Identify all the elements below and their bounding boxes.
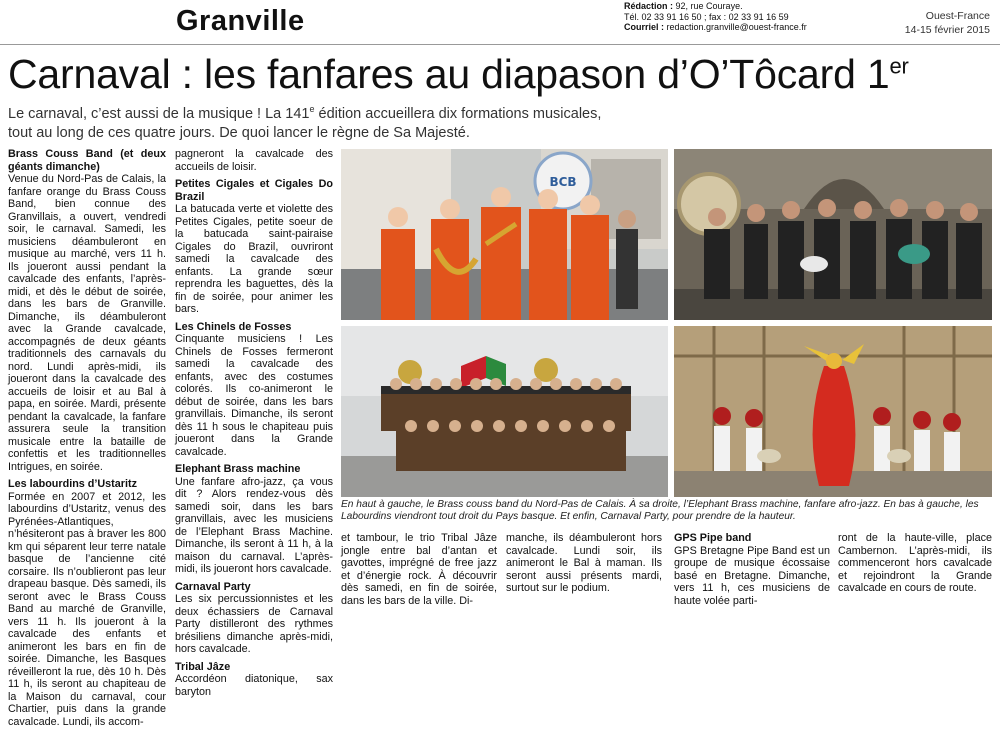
lede: [8, 100, 608, 143]
redaction-address: 92, rue Couraye.: [675, 1, 743, 11]
section-heading: GPS Pipe band: [674, 532, 752, 544]
photo-carnaval-party-art: [674, 326, 992, 497]
bottom-column-1: [341, 532, 497, 607]
bottom-column-3: [674, 532, 830, 607]
section-text: Une fanfare afro-jazz, ça vous dit ? Alors rendez-vous dès samedi soir, dans les bars granvillais, avec les musiciens de l’Elephant Brass Machine. Dimanche, ils seront à 11 h, à la maison du carnaval. L’après-midi, ils joueront hors cavalcade.: [175, 475, 333, 575]
section-heading: Brass Couss Band (et deux géants dimanche): [8, 148, 166, 173]
headline-sup: er: [889, 53, 909, 79]
section-text: manche, ils déambuleront hors cavalcade. Lundi soir, ils animeront le Bal à maman. Ils seront aussi présents mardi, surtout sur le podium.: [506, 532, 662, 594]
column-2: [175, 148, 333, 703]
section-text: La batucada verte et violette des Petites Cigales, petite soeur de la batucada saint-pairaise Cigales do Brazil, ouvriront samedi la cavalcade des enfants. La grande sœur reprendra les baguettes, dès la fin de soirée, pour animer les bars.: [175, 203, 333, 315]
photo-carnaval-party: [674, 326, 992, 497]
photo-caption: En haut à gauche, le Brass couss band du Nord-Pas de Calais. À sa droite, l’Elephant Brass machine, fanfare afro-jazz. En bas à gauche, les Labourdins viendront tout droit du Pays basque. Et enfin, Carnaval Party, pour prendre de la hauteur.: [341, 499, 979, 522]
lede-part1: Le carnaval, c’est aussi de la musique ! La 141: [8, 105, 310, 122]
courriel-label: Courriel :: [624, 22, 665, 32]
section-text: pagneront la cavalcade des accueils de loisir.: [175, 148, 333, 173]
bottom-column-4: [838, 532, 992, 595]
section-text: ront de la haute-ville, place Cambernon. L’après-midi, ils commenceront hors cavalcade et rejoindront la Grande cavalcade en cours de route.: [838, 532, 992, 594]
lede-part2: édition accueillera dix formations musicales, tout au long de ces quatre jours. De quoi lancer le règne de Sa Majesté.: [8, 105, 602, 141]
section-text: Les six percussionnistes et les deux échassiers de Carnaval Party distilleront des rythmes brésiliens dimanche après-midi, hors cavalcade.: [175, 593, 333, 655]
paper-info: [905, 9, 990, 37]
section-heading: Les labourdins d’Ustaritz: [8, 478, 137, 490]
redaction-label: Rédaction :: [624, 1, 674, 11]
paper-name: Ouest-France: [925, 10, 990, 22]
lede-sup: e: [309, 104, 315, 114]
contact-block: [624, 1, 807, 33]
section-heading: Petites Cigales et Cigales Do Brazil: [175, 178, 333, 203]
photo-labourdins-art: [341, 326, 668, 497]
section-text: et tambour, le trio Tribal Jâze jongle entre bal d’antan et gavottes, imprégné de free jazz et d’énergie rock. À découvrir dès samedi, en fin de soirée, dans les bars de la ville. Di-: [341, 532, 497, 607]
section-text: Formée en 2007 et 2012, les labourdins d’Ustaritz, venus des Pyrénées-Atlantiques, n’hésiteront pas à braver les 800 km qui séparent leur terre natale basque de l’ancienne cité corsaire. Ils n’oublieront pas leur drapeau basque. Dès samedi, ils seront avec le Brass Couss Band au marché de Granville, vers 11 h. Ils joueront à la cavalcade des enfants et animeront les bars en fin de soirée. Dimanche, les Basques réveilleront la rue, dès 10 h. Dès 11 h, ils seront au chapiteau de la Maison du carnaval, cour Chartier, puis dans la grande cavalcade. Lundi, ils accom-: [8, 490, 166, 728]
section-heading: Carnaval Party: [175, 580, 251, 593]
column-1: [8, 148, 166, 733]
section-heading: Elephant Brass machine: [175, 463, 301, 475]
section-text: Venue du Nord-Pas de Calais, la fanfare orange du Brass Couss Band, bien connue des Granvillais, a ouvert, vendredi soir, le carnaval. Samedi, les musiciens déambuleront en musique au marché, vers 11 h. Ils joueront aussi pendant la cavalcade des enfants, l’après-midi, et dès le début de soirée, dans les bars de Granville. Dimanche, ils déambuleront avec la Grande cavalcade, accompagnés de deux géants traditionnels des carnavals du nord. Lundi après-midi, ils joueront dans la cavalcade des accueils de loisir et au Bal à papa, en soirée. Mardi, présente pendant la cavalcade, la fanfare assurera seule la transition musicale entre la bataille de confettis et les traditionnelles Intrigues, en soirée.: [8, 173, 166, 473]
drum-logo-text: BCB: [549, 175, 577, 189]
section-text: Cinquante musiciens ! Les Chinels de Fosses fermeront samedi la cavalcade des enfants, avec des costumes colorés. Ils co-animeront le début de soirée, dans les bars granvillais. Dimanche, ils seront dès 11 h sous le chapiteau puis joueront dans la Grande cavalcade.: [175, 333, 333, 458]
headline: [8, 50, 909, 98]
header-rule: [0, 44, 1000, 45]
section-text: GPS Bretagne Pipe Band est un groupe de musique écossaise basé en Bretagne. Dimanche, vers 11 h, ces musiciens de haute volée parti-: [674, 544, 830, 607]
photo-elephant-brass-art: [674, 149, 992, 320]
section-text: Accordéon diatonique, sax baryton: [175, 673, 333, 698]
photo-brass-couss-band: [341, 149, 668, 320]
photo-elephant-brass-machine: [674, 149, 992, 320]
phone-fax: Tél. 02 33 91 16 50 ; fax : 02 33 91 16 59: [624, 11, 789, 22]
section-heading: Tribal Jâze: [175, 660, 231, 673]
section-heading: Les Chinels de Fosses: [175, 320, 292, 333]
bottom-column-2: [506, 532, 662, 595]
photo-labourdins: [341, 326, 668, 497]
section-title: Granville: [176, 5, 305, 37]
courriel-link[interactable]: redaction.granville@ouest-france.fr: [666, 22, 807, 32]
headline-text: Carnaval : les fanfares au diapason d’O’Tôcard 1: [8, 51, 890, 97]
paper-date: 14-15 février 2015: [904, 24, 990, 36]
photo-brass-couss-band-art: [341, 149, 668, 320]
